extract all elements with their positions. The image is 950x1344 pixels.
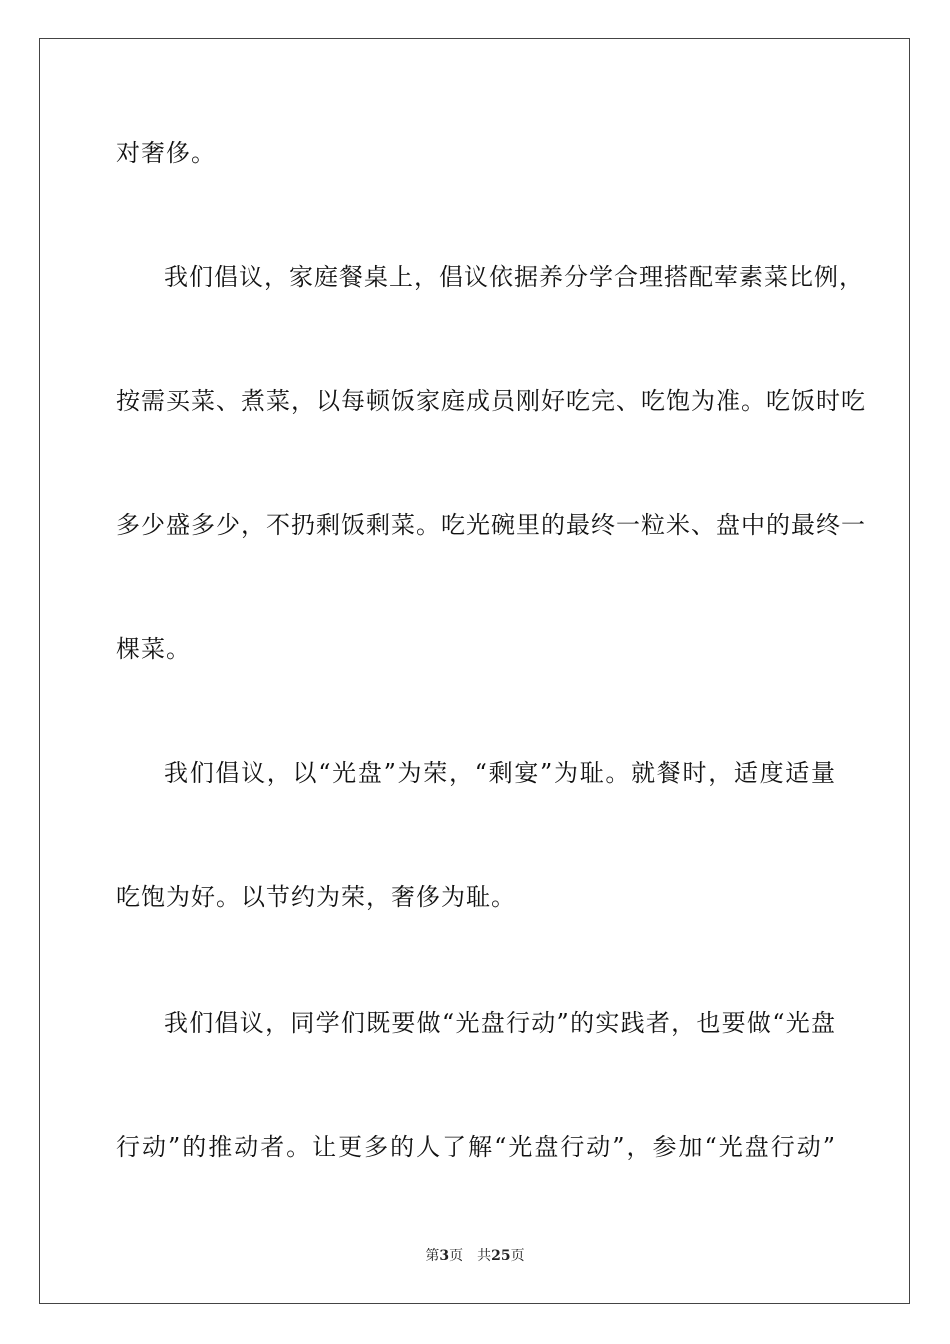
- page-suffix: 页: [449, 1248, 464, 1264]
- text-line: 多少盛多少，不扔剩饭剩菜。吃光碗里的最终一粒米、盘中的最终一: [116, 511, 866, 539]
- text-line: 对奢侈。: [116, 139, 216, 167]
- text-line: 按需买菜、煮菜，以每顿饭家庭成员刚好吃完、吃饱为准。吃饭时吃: [116, 387, 866, 415]
- total-prefix: 共: [477, 1248, 492, 1264]
- paragraph-start-line: 我们倡议，以“光盘”为荣，“剩宴”为耻。就餐时，适度适量: [164, 759, 836, 787]
- text-line: 棵菜。: [116, 635, 191, 663]
- page-footer: [0, 1247, 950, 1265]
- page-border: [39, 38, 910, 1304]
- total-pages: 25: [491, 1248, 511, 1264]
- page-prefix: 第: [425, 1248, 440, 1264]
- total-suffix: 页: [510, 1248, 525, 1264]
- page-number: 3: [439, 1248, 450, 1264]
- text-line: 行动”的推动者。让更多的人了解“光盘行动”，参加“光盘行动”: [116, 1133, 836, 1161]
- paragraph-start-line: 我们倡议，家庭餐桌上，倡议依据养分学合理搭配荤素菜比例，: [164, 263, 864, 291]
- paragraph-start-line: 我们倡议，同学们既要做“光盘行动”的实践者，也要做“光盘: [164, 1009, 836, 1037]
- text-line: 吃饱为好。以节约为荣，奢侈为耻。: [116, 883, 516, 911]
